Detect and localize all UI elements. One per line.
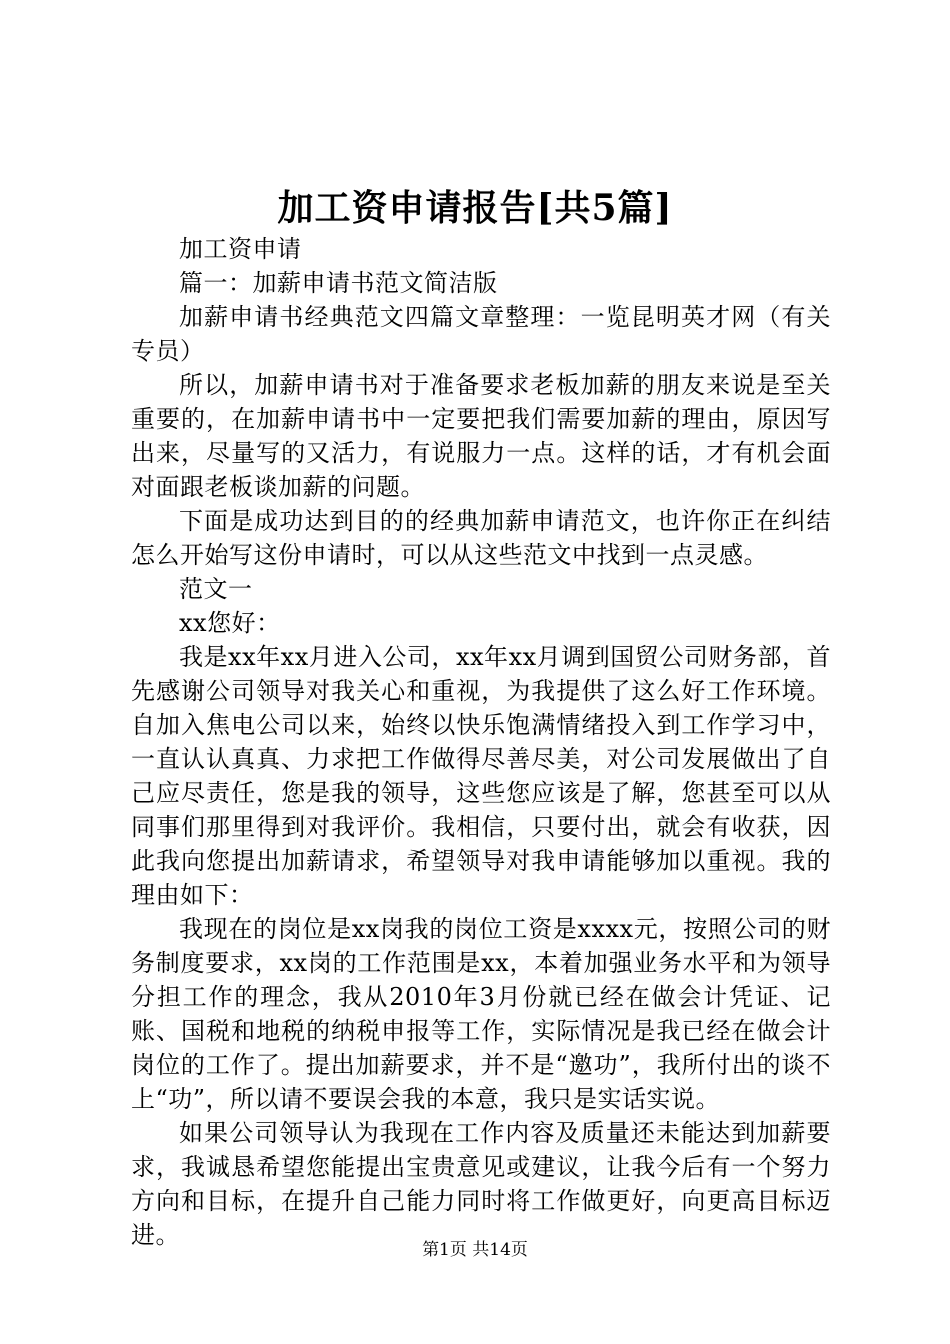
- paragraph-lead: 下面是成功达到目的的经典加薪申请范文，也许你正在纠结怎么开始写这份申请时，可以从这些范文中找到一点灵感。: [131, 507, 831, 569]
- paragraph-body-2: 我现在的岗位是xx岗我的岗位工资是xxxx元，按照公司的财务制度要求，xx岗的工作范围是xx，本着加强业务水平和为领导分担工作的理念，我从2010年3月份就已经在做会计凭证、记账、国税和地税的纳税申报等工作，实际情况是我已经在做会计岗位的工作了。提出加薪要求，并不是“邀功”，我所付出的谈不上“功”，所以请不要误会我的本意，我只是实话实说。: [131, 915, 831, 1113]
- page-footer: 第1页 共14页: [422, 1240, 528, 1260]
- paragraph-subheading: 篇一：加薪申请书范文简洁版: [179, 269, 498, 297]
- paragraph-salutation: xx您好：: [179, 609, 281, 637]
- document-body: [131, 232, 831, 1252]
- paragraph-source: 加薪申请书经典范文四篇文章整理：一览昆明英才网（有关专员）: [131, 303, 831, 365]
- paragraph-heading: 加工资申请: [179, 235, 302, 263]
- paragraph-body-3: 如果公司领导认为我现在工作内容及质量还未能达到加薪要求，我诚恳希望您能提出宝贵意见或建议，让我今后有一个努力方向和目标，在提升自己能力同时将工作做更好，向更高目标迈进。: [131, 1119, 831, 1249]
- document-title: 加工资申请报告[共5篇]: [277, 187, 673, 229]
- paragraph-body-1: 我是xx年xx月进入公司，xx年xx月调到国贸公司财务部，首先感谢公司领导对我关心和重视，为我提供了这么好工作环境。自加入焦电公司以来，始终以快乐饱满情绪投入到工作学习中，一直认认真真、力求把工作做得尽善尽美，对公司发展做出了自己应尽责任，您是我的领导，这些您应该是了解，您甚至可以从同事们那里得到对我评价。我相信，只要付出，就会有收获，因此我向您提出加薪请求，希望领导对我申请能够加以重视。我的理由如下：: [131, 643, 831, 909]
- paragraph-sample-label: 范文一: [179, 575, 253, 603]
- paragraph-intro: 所以，加薪申请书对于准备要求老板加薪的朋友来说是至关重要的，在加薪申请书中一定要把我们需要加薪的理由，原因写出来，尽量写的又活力，有说服力一点。这样的话，才有机会面对面跟老板谈加薪的问题。: [131, 371, 831, 501]
